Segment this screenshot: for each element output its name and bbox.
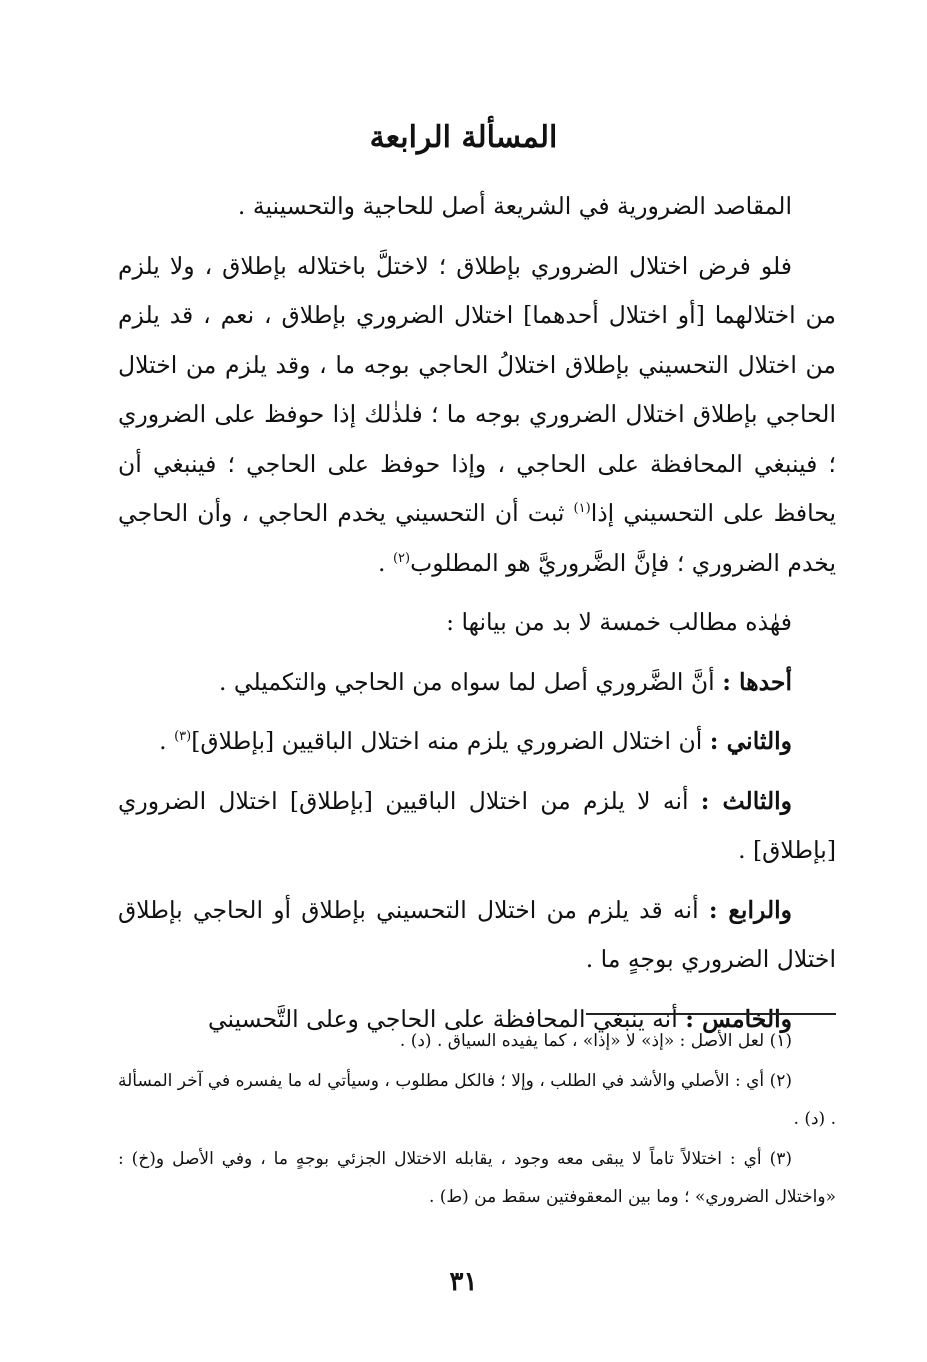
footnotes xyxy=(118,1022,836,1218)
item-text: أنه ينبغي المحافظة على الحاجي وعلى التَّحسيني xyxy=(207,1004,686,1033)
main-text xyxy=(118,182,836,1054)
item-second xyxy=(118,717,836,767)
item-fourth xyxy=(118,886,836,985)
summary-paragraph: فهٰذه مطالب خمسة لا بد من بيانها : xyxy=(446,608,792,636)
item-text: أنه قد يلزم من اختلال التحسيني بإطلاق أو الحاجي بإطلاق اختلال الضروري بوجهٍ ما . xyxy=(118,895,836,973)
item-third xyxy=(118,777,836,876)
footnote-2: (٢) أي : الأصلي والأشد في الطلب ، وإلا ؛ فالكل مطلوب ، وسيأتي له ما يفسره في آخر المسألة . (د) . xyxy=(118,1071,836,1129)
item-label: والرابع : xyxy=(708,895,792,924)
item-label: والخامس : xyxy=(685,1004,792,1033)
intro-paragraph: المقاصد الضرورية في الشريعة أصل للحاجية والتحسينية . xyxy=(237,192,792,220)
main-paragraph-text-1: فلو فرض اختلال الضروري بإطلاق ؛ لاختلَّ باختلاله بإطلاق ، ولا يلزم من اختلالهما [أو اختلال أحدهما] اختلال الضروري بإطلاق ، نعم ، قد يلزم من اختلال التحسيني بإطلاق اختلالُ الحاجي بوجه ما ، وقد يلزم من اختلال الحاجي بإطلاق اختلال الضروري بوجه ما ؛ فلذٰلك إذا حوفظ على الضروري ؛ فينبغي المحافظة على الحاجي ، وإذا حوفظ على الحاجي ؛ فينبغي أن يحافظ على التحسيني إذا xyxy=(118,251,836,527)
page-number: ٣١ xyxy=(449,1267,478,1297)
item-label: أحدها : xyxy=(722,667,792,696)
main-paragraph-text-3: . xyxy=(377,548,393,577)
chapter-title: المسألة الرابعة xyxy=(369,120,558,155)
item-text: أنَّ الضَّروري أصل لما سواه من الحاجي والتكميلي . xyxy=(218,667,723,696)
footnote-ref-1: (١) xyxy=(573,501,591,517)
main-paragraph-text-2: ثبت أن التحسيني يخدم الحاجي ، وأن الحاجي يخدم الضروري ؛ فإنَّ الضَّروريَّ هو المطلوب xyxy=(118,499,836,577)
item-label: والثالث : xyxy=(700,786,792,815)
footnote-3: (٣) أي : اختلالاً تاماً لا يبقى معه وجود ، يقابله الاختلال الجزئي بوجهٍ ما ، وفي الأصل و(خ) : «واختلال الضروري» ؛ وما بين المعقوفتين سقط من (ط) . xyxy=(118,1149,836,1207)
footnote-ref-2: (٢) xyxy=(392,550,411,566)
item-label: والثاني : xyxy=(709,727,792,755)
footnote-ref-3: (٣) xyxy=(174,729,192,745)
item-text: أن اختلال الضروري يلزم منه اختلال الباقيين [بإطلاق] xyxy=(191,727,710,755)
item-text: أنه لا يلزم من اختلال الباقيين [بإطلاق] اختلال الضروري [بإطلاق] . xyxy=(118,786,836,864)
footnote-1: (١) لعل الأصل : «إذ» لا «إذا» ، كما يفيده السياق . (د) . xyxy=(399,1031,792,1051)
main-paragraph xyxy=(118,242,836,589)
footnote-divider xyxy=(586,1013,836,1015)
item-first xyxy=(118,658,836,708)
item-tail: . xyxy=(159,727,175,755)
